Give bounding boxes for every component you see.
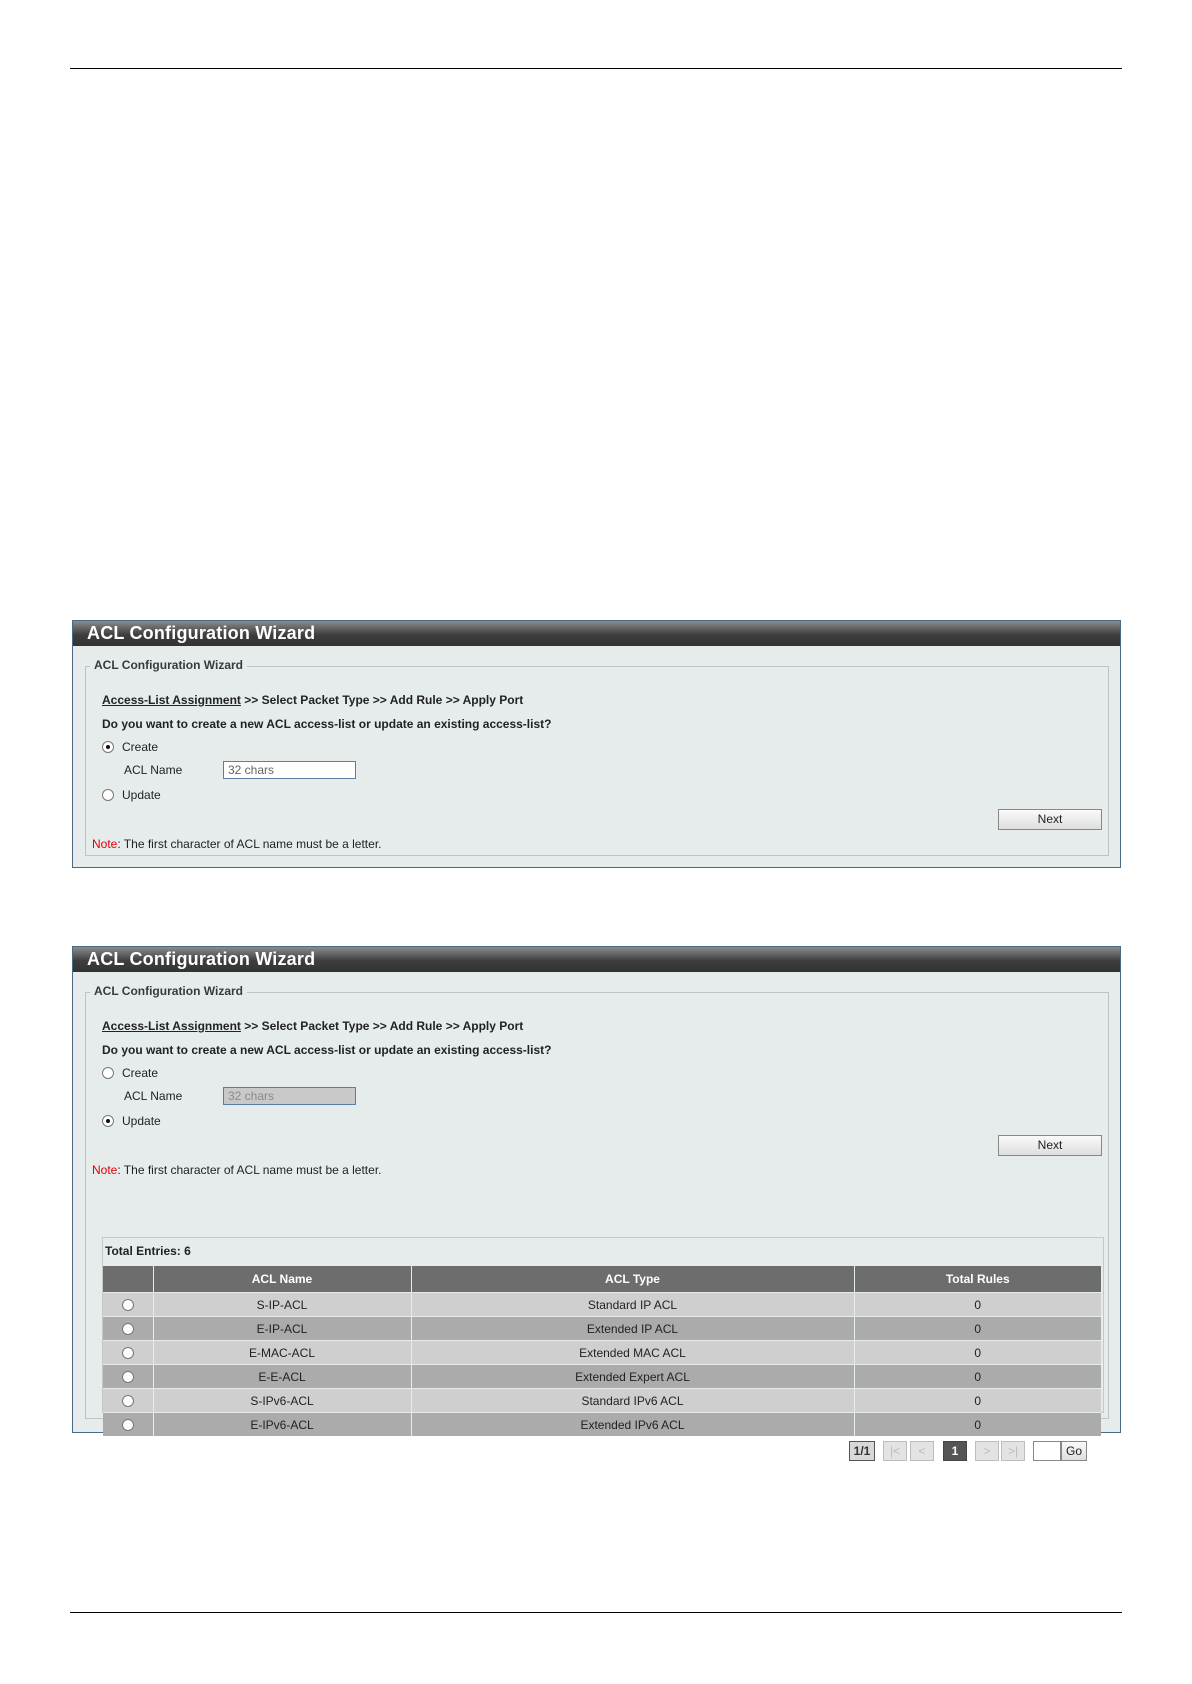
next-button[interactable]: Next [998, 809, 1102, 830]
row-radio[interactable] [122, 1323, 134, 1335]
row-select-cell [103, 1365, 153, 1389]
create-radio[interactable] [102, 1067, 114, 1079]
note [92, 1163, 381, 1177]
acl-name-cell: S-IPv6-ACL [153, 1389, 411, 1413]
table-row[interactable] [103, 1413, 1101, 1437]
update-label: Update [122, 787, 161, 802]
first-page-button[interactable]: |< [883, 1441, 907, 1461]
row-select-cell [103, 1317, 153, 1341]
breadcrumb-link-access-list-assignment[interactable]: Access-List Assignment [102, 1019, 241, 1033]
create-label: Create [122, 1065, 159, 1080]
acl-name-cell: E-IP-ACL [153, 1317, 411, 1341]
acl-type-cell: Extended Expert ACL [411, 1365, 854, 1389]
note-label: Note [92, 1163, 118, 1177]
note-label: Note [92, 837, 118, 851]
acl-name-input[interactable]: 32 chars [223, 761, 356, 779]
wizard-fieldset [85, 658, 1109, 856]
create-option[interactable] [102, 739, 158, 754]
update-option[interactable] [102, 787, 161, 802]
footer-rule [70, 1612, 1122, 1613]
table-header-row [103, 1266, 1101, 1293]
acl-name-cell: E-MAC-ACL [153, 1341, 411, 1365]
update-option[interactable] [102, 1113, 161, 1128]
acl-name-label: ACL Name [124, 763, 183, 777]
header-select [103, 1266, 153, 1293]
acl-name-cell: E-IPv6-ACL [153, 1413, 411, 1437]
acl-name-cell: E-E-ACL [153, 1365, 411, 1389]
acl-type-cell: Standard IPv6 ACL [411, 1389, 854, 1413]
create-radio[interactable] [102, 741, 114, 753]
question-text: Do you want to create a new ACL access-list or update an existing access-list? [102, 1043, 552, 1057]
row-select-cell [103, 1389, 153, 1413]
total-rules-cell: 0 [854, 1365, 1101, 1389]
acl-type-cell: Standard IP ACL [411, 1293, 854, 1317]
row-select-cell [103, 1413, 153, 1437]
fieldset-legend: ACL Configuration Wizard [90, 658, 247, 672]
total-entries: Total Entries: 6 [105, 1244, 191, 1258]
row-radio[interactable] [122, 1347, 134, 1359]
header-acl-name: ACL Name [153, 1266, 411, 1293]
acl-type-cell: Extended MAC ACL [411, 1341, 854, 1365]
acl-table-container [102, 1237, 1104, 1458]
breadcrumb-rest: >> Select Packet Type >> Add Rule >> Apply Port [240, 693, 524, 707]
prev-page-button[interactable]: < [910, 1441, 934, 1461]
acl-table [103, 1266, 1101, 1436]
header-total-rules: Total Rules [854, 1266, 1101, 1293]
page-number-input[interactable] [1033, 1441, 1061, 1461]
update-radio[interactable] [102, 1115, 114, 1127]
table-row[interactable] [103, 1293, 1101, 1317]
row-radio[interactable] [122, 1371, 134, 1383]
next-page-button[interactable]: > [975, 1441, 999, 1461]
total-rules-cell: 0 [854, 1389, 1101, 1413]
table-row[interactable] [103, 1389, 1101, 1413]
breadcrumb [102, 1019, 523, 1033]
breadcrumb [102, 693, 523, 707]
last-page-button[interactable]: >| [1001, 1441, 1025, 1461]
row-radio[interactable] [122, 1419, 134, 1431]
row-radio[interactable] [122, 1299, 134, 1311]
page-count: 1/1 [849, 1441, 875, 1461]
row-radio[interactable] [122, 1395, 134, 1407]
update-label: Update [122, 1113, 161, 1128]
row-select-cell [103, 1341, 153, 1365]
acl-wizard-panel-create [72, 620, 1121, 868]
header-acl-type: ACL Type [411, 1266, 854, 1293]
table-row[interactable] [103, 1341, 1101, 1365]
fieldset-legend: ACL Configuration Wizard [90, 984, 247, 998]
table-row[interactable] [103, 1365, 1101, 1389]
note-text: : The first character of ACL name must be a letter. [117, 1163, 382, 1177]
update-radio[interactable] [102, 789, 114, 801]
wizard-fieldset [85, 984, 1109, 1458]
breadcrumb-link-access-list-assignment[interactable]: Access-List Assignment [102, 693, 241, 707]
acl-wizard-panel-update [72, 946, 1121, 1458]
total-rules-cell: 0 [854, 1293, 1101, 1317]
acl-name-label: ACL Name [124, 1089, 183, 1103]
create-label: Create [122, 739, 159, 754]
acl-name-cell: S-IP-ACL [153, 1293, 411, 1317]
panel-title: ACL Configuration Wizard [73, 621, 1120, 646]
pagination [103, 1441, 1103, 1461]
note-text: : The first character of ACL name must be a letter. [117, 837, 382, 851]
panel-title: ACL Configuration Wizard [73, 947, 1120, 972]
total-rules-cell: 0 [854, 1317, 1101, 1341]
row-select-cell [103, 1293, 153, 1317]
create-option[interactable] [102, 1065, 158, 1080]
acl-type-cell: Extended IPv6 ACL [411, 1413, 854, 1437]
breadcrumb-rest: >> Select Packet Type >> Add Rule >> Apply Port [240, 1019, 524, 1033]
header-rule [70, 68, 1122, 69]
total-rules-cell: 0 [854, 1341, 1101, 1365]
note [92, 837, 381, 851]
table-row[interactable] [103, 1317, 1101, 1341]
total-rules-cell: 0 [854, 1413, 1101, 1437]
acl-type-cell: Extended IP ACL [411, 1317, 854, 1341]
current-page[interactable]: 1 [943, 1441, 967, 1461]
question-text: Do you want to create a new ACL access-list or update an existing access-list? [102, 717, 552, 731]
next-button[interactable]: Next [998, 1135, 1102, 1156]
acl-name-input: 32 chars [223, 1087, 356, 1105]
go-button[interactable]: Go [1061, 1441, 1087, 1461]
